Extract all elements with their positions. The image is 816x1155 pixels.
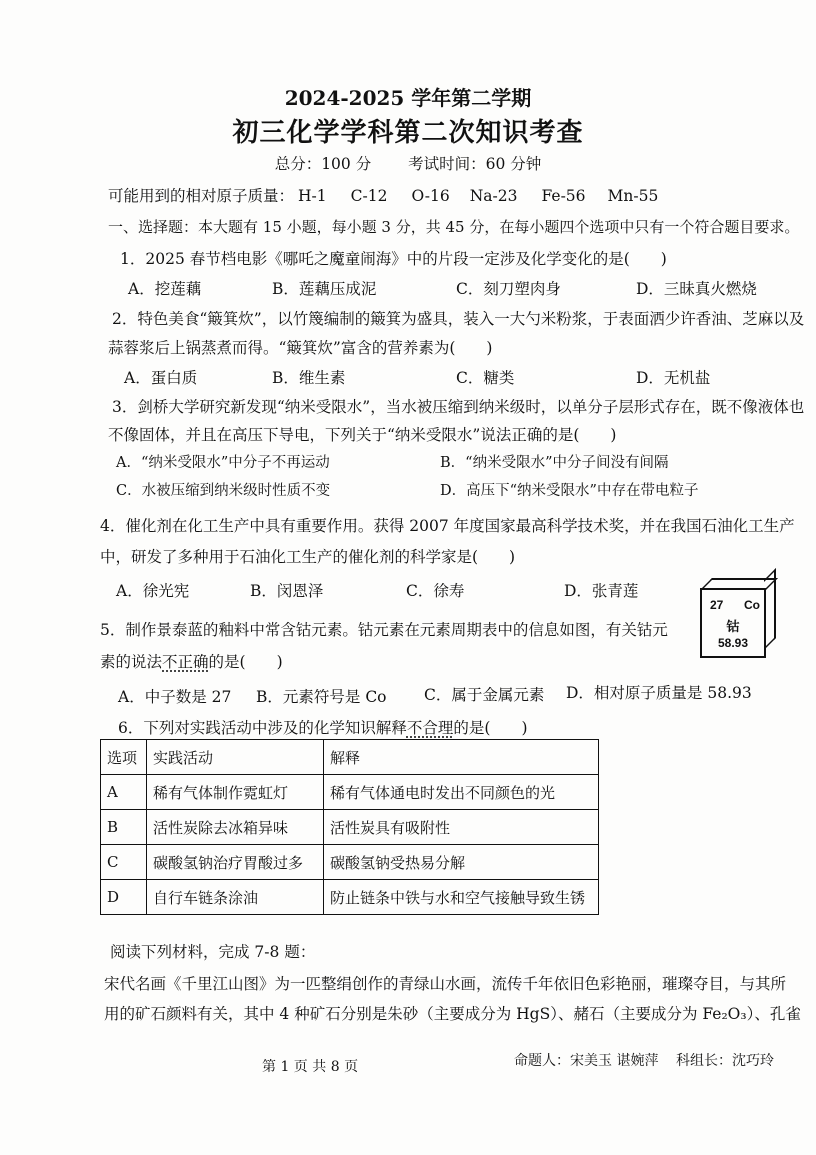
q5-emphasis: 不正确 <box>162 653 209 671</box>
q5-stem-line2-c: 的是( ) <box>208 653 283 671</box>
table-cell: 自行车链条涂油 <box>147 880 324 915</box>
reading-intro: 阅读下列材料，完成 7-8 题： <box>110 943 316 961</box>
table-row <box>101 845 599 880</box>
table-cell: A <box>101 775 147 810</box>
atomic-mass-item: C-12 <box>350 187 388 205</box>
table-header: 选项 <box>101 740 147 775</box>
cobalt-element-card <box>700 588 766 658</box>
section1-instruction: 一、选择题：本大题有 15 小题，每小题 3 分，共 45 分，在每小题四个选项中只有一个符合题目要求。 <box>108 218 800 236</box>
atomic-mass-item: H-1 <box>298 187 327 205</box>
q6-stem-c: 的是( ) <box>453 719 528 737</box>
table-cell: 防止链条中铁与水和空气接触导致生锈 <box>324 880 599 915</box>
reading-line2: 用的矿石颜料有关，其中 4 种矿石分别是朱砂（主要成分为 HgS）、赭石（主要成分为 Fe₂O₃）、孔雀 <box>104 1005 801 1023</box>
q2-stem-line1: 2．特色美食“簸箕炊”，以竹篾编制的簸箕为盛具，装入一大勺米粉浆，于表面洒少许香油、芝麻以及 <box>112 310 805 328</box>
exam-title: 初三化学学科第二次知识考查 <box>232 118 584 148</box>
q2-option-d: D．无机盐 <box>636 369 711 387</box>
atomic-masses <box>108 184 658 206</box>
table-cell: C <box>101 845 147 880</box>
q6-stem-a: 6．下列对实践活动中涉及的化学知识解释 <box>118 719 407 737</box>
table-cell: B <box>101 810 147 845</box>
table-cell: D <box>101 880 147 915</box>
q2-stem-line2: 蒜蓉浆后上锅蒸煮而得。“簸箕炊”富含的营养素为( ) <box>108 339 493 357</box>
q5-option-c: C．属于金属元素 <box>424 686 545 704</box>
q4-option-c: C．徐寿 <box>406 582 465 600</box>
total-score: 总分：100 分 <box>274 155 372 173</box>
q3-option-a: A．“纳米受限水”中分子不再运动 <box>116 455 330 471</box>
table-cell: 碳酸氢钠受热易分解 <box>324 845 599 880</box>
q4-option-d: D．张青莲 <box>564 582 639 600</box>
q3-option-b: B．“纳米受限水”中分子间没有间隔 <box>440 455 669 471</box>
q1-option-a: A．挖莲藕 <box>128 280 202 298</box>
q5-option-d: D．相对原子质量是 58.93 <box>566 684 752 702</box>
table-header-row <box>101 740 599 775</box>
element-atomic-mass: 58.93 <box>717 636 749 650</box>
q6-table <box>100 739 599 915</box>
q5-stem-line2 <box>100 650 283 672</box>
page-number: 第 1 页 共 8 页 <box>262 1059 359 1075</box>
q1-option-b: B．莲藕压成泥 <box>272 280 377 298</box>
q2-option-a: A．蛋白质 <box>124 369 198 387</box>
element-name: 钴 <box>726 619 740 634</box>
element-symbol: Co <box>744 598 760 612</box>
q4-option-b: B．闵恩泽 <box>250 582 324 600</box>
q3-option-c: C．水被压缩到纳米级时性质不变 <box>116 483 331 499</box>
q5-stem-line2-a: 素的说法 <box>100 653 163 671</box>
exam-meta <box>0 152 816 174</box>
q5-stem-line1: 5．制作景泰蓝的釉料中常含钴元素。钴元素在元素周期表中的信息如图，有关钴元 <box>100 621 668 639</box>
q5-option-b: B．元素符号是 Co <box>256 688 387 706</box>
q1-option-c: C．刻刀塑肉身 <box>456 280 561 298</box>
atomic-mass-item: O-16 <box>411 187 450 205</box>
table-row <box>101 880 599 915</box>
table-cell: 活性炭具有吸附性 <box>324 810 599 845</box>
q4-stem-line2: 中，研发了多种用于石油化工生产的催化剂的科学家是( ) <box>100 548 516 566</box>
table-row <box>101 810 599 845</box>
table-header: 实践活动 <box>147 740 324 775</box>
q6-emphasis: 不合理 <box>406 719 454 737</box>
q3-stem-line2: 不像固体，并且在高压下导电，下列关于“纳米受限水”说法正确的是( ) <box>108 426 617 444</box>
q6-stem <box>118 716 528 738</box>
q3-option-d: D．高压下“纳米受限水”中存在带电粒子 <box>440 483 699 499</box>
reading-line1: 宋代名画《千里江山图》为一匹整绢创作的青绿山水画，流传千年依旧色彩艳丽，璀璨夺目，与其所 <box>104 975 787 993</box>
table-cell: 稀有气体制作霓虹灯 <box>147 775 324 810</box>
q1-stem: 1．2025 春节档电影《哪吒之魔童闹海》中的片段一定涉及化学变化的是( ) <box>120 250 667 268</box>
q3-stem-line1: 3．剑桥大学研究新发现“纳米受限水”，当水被压缩到纳米级时，以单分子层形式存在，既不像液体也 <box>112 398 805 416</box>
exam-time: 考试时间：60 分钟 <box>408 155 542 173</box>
footer-authors: 命题人：宋美玉 谌婉萍 <box>514 1053 659 1069</box>
q4-option-a: A．徐光宪 <box>116 582 190 600</box>
q1-option-d: D．三昧真火燃烧 <box>636 280 757 298</box>
q5-option-a: A．中子数是 27 <box>118 688 232 706</box>
table-header: 解释 <box>324 740 599 775</box>
table-cell: 碳酸氢钠治疗胃酸过多 <box>147 845 324 880</box>
q2-option-b: B．维生素 <box>272 369 346 387</box>
atomic-mass-item: Mn-55 <box>607 187 659 205</box>
element-atomic-number: 27 <box>710 598 724 612</box>
year-term: 2024-2025 学年第二学期 <box>284 86 532 110</box>
atomic-mass-item: Fe-56 <box>541 187 586 205</box>
table-cell: 稀有气体通电时发出不同颜色的光 <box>324 775 599 810</box>
q4-stem-line1: 4．催化剂在化工生产中具有重要作用。获得 2007 年度国家最高科学技术奖，并在我国石油化工生产 <box>100 517 795 535</box>
table-cell: 活性炭除去冰箱异味 <box>147 810 324 845</box>
footer-head: 科组长：沈巧玲 <box>676 1053 774 1069</box>
atomic-mass-item: Na-23 <box>469 187 518 205</box>
atomic-masses-label: 可能用到的相对原子质量： <box>108 187 295 205</box>
q2-option-c: C．糖类 <box>456 369 515 387</box>
table-row <box>101 775 599 810</box>
